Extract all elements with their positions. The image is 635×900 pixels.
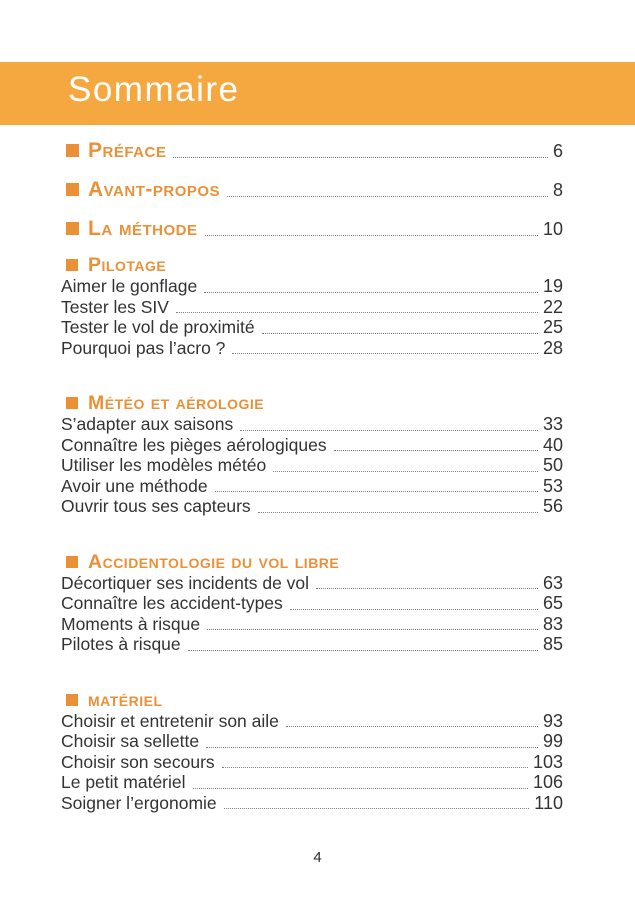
dotted-leader [290, 609, 538, 610]
toc-item-label: Le petit matériel [61, 772, 186, 792]
toc-entry-label: Préface [88, 139, 167, 162]
toc-item-label: Pourquoi pas l’acro ? [61, 337, 226, 358]
toc-item-label: Ouvrir tous ses capteurs [61, 496, 251, 516]
toc-item-page: 99 [542, 731, 563, 751]
toc-item-label: Choisir et entretenir son aile [61, 710, 279, 731]
bullet-square-icon [66, 259, 78, 271]
toc-entry-page: 8 [552, 180, 563, 200]
dotted-leader [334, 450, 538, 451]
dotted-leader [207, 629, 538, 630]
toc-item-page: 33 [542, 414, 563, 434]
dotted-leader [222, 767, 528, 768]
toc-section-label: matériel [88, 688, 163, 711]
toc-main-entry [61, 218, 563, 240]
toc-item-page: 22 [542, 296, 563, 317]
dotted-leader [204, 292, 538, 293]
bullet-square-icon [66, 144, 79, 157]
dotted-leader [273, 471, 538, 472]
toc-item [61, 338, 563, 359]
bullet-square-icon [66, 397, 78, 409]
toc-item-page: 56 [542, 496, 563, 516]
toc-item-label: Choisir sa sellette [61, 731, 200, 751]
dotted-leader [215, 491, 538, 492]
toc-item-page: 85 [542, 634, 563, 654]
toc-section-header [61, 254, 563, 276]
dotted-leader [240, 430, 538, 431]
toc-item [61, 614, 563, 635]
dotted-leader [205, 235, 538, 236]
toc-item-label: S’adapter aux saisons [61, 414, 234, 434]
dotted-leader [232, 353, 538, 354]
dotted-leader [316, 588, 538, 589]
toc-item-label: Pilotes à risque [61, 634, 181, 654]
toc-section-header [61, 551, 563, 573]
toc-entry-label: La méthode [88, 217, 198, 240]
dotted-leader [176, 312, 538, 313]
toc-item-label: Décortiquer ses incidents de vol [61, 572, 310, 593]
dotted-leader [206, 747, 538, 748]
dotted-leader [286, 726, 538, 727]
toc-item-page: 50 [542, 455, 563, 475]
page-title: Sommaire [68, 70, 240, 109]
toc-item-page: 65 [542, 593, 563, 613]
bullet-square-icon [66, 183, 79, 196]
toc-item [61, 435, 563, 456]
toc-item-page: 25 [542, 317, 563, 337]
toc-item-label: Avoir une méthode [61, 475, 208, 496]
toc-item [61, 455, 563, 476]
toc-main-entry [61, 179, 563, 201]
toc-section-label: Accidentologie du vol libre [88, 550, 340, 573]
toc-item-page: 93 [542, 710, 563, 731]
toc-section-header [61, 689, 563, 711]
toc-item-page: 19 [542, 276, 563, 296]
folio-page-number: 4 [313, 849, 322, 866]
toc-entry-page: 6 [552, 141, 563, 161]
toc-item-label: Soigner l’ergonomie [61, 792, 217, 813]
toc-item-page: 63 [542, 572, 563, 593]
dotted-leader [173, 157, 548, 158]
toc-item [61, 476, 563, 497]
dotted-leader [188, 650, 538, 651]
toc-item-page: 53 [542, 475, 563, 496]
toc-item-label: Utiliser les modèles météo [61, 455, 267, 475]
toc-item-label: Connaître les pièges aérologiques [61, 434, 327, 455]
toc-item [61, 573, 563, 594]
toc-item [61, 297, 563, 318]
toc-section-label: Pilotage [88, 254, 167, 276]
bullet-square-icon [66, 222, 79, 235]
dotted-leader [224, 808, 530, 809]
toc-item [61, 772, 563, 793]
dotted-leader [262, 333, 538, 334]
toc-item-page: 103 [532, 751, 563, 772]
toc-item [61, 317, 563, 338]
toc-item [61, 634, 563, 655]
toc-item-page: 28 [542, 337, 563, 358]
toc-item-label: Choisir son secours [61, 751, 215, 772]
toc-item-label: Moments à risque [61, 613, 201, 634]
toc-item [61, 793, 563, 814]
toc-item [61, 593, 563, 614]
dotted-leader [258, 512, 538, 513]
toc-item [61, 414, 563, 435]
toc-item-page: 40 [542, 434, 563, 455]
toc-item-label: Tester les SIV [61, 296, 169, 317]
toc-main-entry [61, 140, 563, 162]
toc-item [61, 276, 563, 297]
toc-item-label: Aimer le gonflage [61, 276, 198, 296]
toc-item-label: Tester le vol de proximité [61, 317, 255, 337]
toc-entry-page: 10 [542, 219, 563, 239]
toc-item [61, 752, 563, 773]
toc-section-label: Météo et aérologie [88, 392, 265, 414]
toc-item-page: 83 [542, 613, 563, 634]
dotted-leader [193, 788, 528, 789]
toc-section-header [61, 392, 563, 414]
toc-item-label: Connaître les accident-types [61, 593, 283, 613]
title-banner [0, 62, 635, 125]
toc-item [61, 731, 563, 752]
toc-list [61, 140, 563, 813]
toc-item-page: 106 [532, 772, 563, 792]
toc-entry-label: Avant-propos [88, 178, 221, 201]
bullet-square-icon [66, 694, 78, 706]
toc-item [61, 711, 563, 732]
bullet-square-icon [66, 556, 78, 568]
toc-item [61, 496, 563, 517]
toc-item-page: 110 [534, 792, 563, 813]
dotted-leader [227, 196, 548, 197]
